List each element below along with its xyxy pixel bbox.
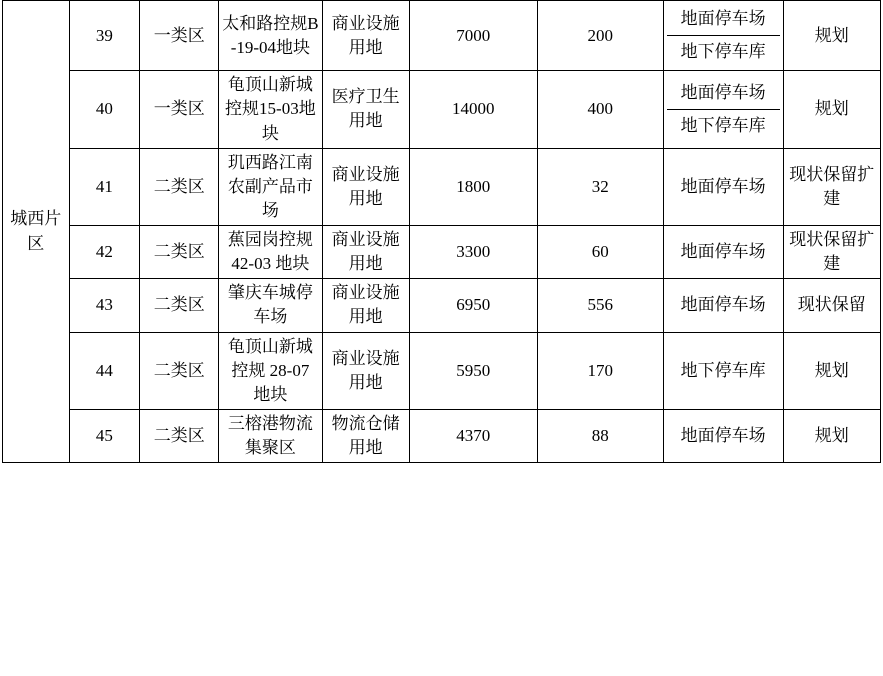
land-area: 6950 bbox=[409, 279, 537, 332]
place-name: 龟顶山新城控规 28-07 地块 bbox=[219, 332, 322, 409]
build-status: 现状保留扩建 bbox=[783, 226, 880, 279]
table-row bbox=[3, 148, 881, 225]
land-use: 商业设施用地 bbox=[322, 1, 409, 71]
zone-class: 一类区 bbox=[140, 1, 219, 71]
parking-type-line: 地下停车库 bbox=[680, 115, 766, 135]
table-row bbox=[3, 279, 881, 332]
parking-spaces: 170 bbox=[537, 332, 663, 409]
build-status: 规划 bbox=[783, 332, 880, 409]
table-row bbox=[3, 332, 881, 409]
land-area: 5950 bbox=[409, 332, 537, 409]
land-area: 4370 bbox=[409, 409, 537, 462]
parking-spaces: 88 bbox=[537, 409, 663, 462]
parking-type: 地面停车场 bbox=[663, 226, 783, 279]
build-status: 现状保留扩建 bbox=[783, 148, 880, 225]
land-area: 1800 bbox=[409, 148, 537, 225]
parking-type: 地下停车库 bbox=[663, 332, 783, 409]
land-area: 3300 bbox=[409, 226, 537, 279]
parking-type-line: 地面停车场 bbox=[667, 3, 780, 36]
build-status: 现状保留 bbox=[783, 279, 880, 332]
build-status: 规划 bbox=[783, 71, 880, 148]
zone-class: 二类区 bbox=[140, 148, 219, 225]
table-row bbox=[3, 1, 881, 71]
parking-type: 地面停车场 bbox=[663, 409, 783, 462]
parking-spaces: 32 bbox=[537, 148, 663, 225]
land-use: 商业设施用地 bbox=[322, 148, 409, 225]
place-name: 三榕港物流集聚区 bbox=[219, 409, 322, 462]
parking-spaces: 556 bbox=[537, 279, 663, 332]
parking-type: 地面停车场 bbox=[663, 279, 783, 332]
parking-spaces: 60 bbox=[537, 226, 663, 279]
parking-spaces: 400 bbox=[537, 71, 663, 148]
land-area: 14000 bbox=[409, 71, 537, 148]
place-name: 肇庆车城停车场 bbox=[219, 279, 322, 332]
place-name: 蕉园岗控规 42-03 地块 bbox=[219, 226, 322, 279]
parking-type-line: 地面停车场 bbox=[667, 77, 780, 110]
build-status: 规划 bbox=[783, 409, 880, 462]
land-use: 医疗卫生用地 bbox=[322, 71, 409, 148]
row-number: 42 bbox=[69, 226, 140, 279]
parking-type: 地面停车场 bbox=[663, 148, 783, 225]
parking-type bbox=[663, 71, 783, 148]
zone-class: 二类区 bbox=[140, 279, 219, 332]
row-number: 43 bbox=[69, 279, 140, 332]
parking-spaces: 200 bbox=[537, 1, 663, 71]
row-number: 39 bbox=[69, 1, 140, 71]
land-use: 物流仓储用地 bbox=[322, 409, 409, 462]
row-number: 41 bbox=[69, 148, 140, 225]
zone-class: 二类区 bbox=[140, 409, 219, 462]
place-name: 太和路控规B-19-04地块 bbox=[219, 1, 322, 71]
row-number: 44 bbox=[69, 332, 140, 409]
table-row bbox=[3, 226, 881, 279]
parking-facility-table bbox=[2, 0, 881, 463]
parking-type-line: 地下停车库 bbox=[680, 42, 766, 62]
zone-class: 一类区 bbox=[140, 71, 219, 148]
row-number: 40 bbox=[69, 71, 140, 148]
build-status: 规划 bbox=[783, 1, 880, 71]
land-use: 商业设施用地 bbox=[322, 332, 409, 409]
place-name: 玑西路江南农副产品市场 bbox=[219, 148, 322, 225]
table-row bbox=[3, 409, 881, 462]
land-area: 7000 bbox=[409, 1, 537, 71]
row-number: 45 bbox=[69, 409, 140, 462]
place-name: 龟顶山新城控规15-03地块 bbox=[219, 71, 322, 148]
zone-class: 二类区 bbox=[140, 332, 219, 409]
land-use: 商业设施用地 bbox=[322, 279, 409, 332]
parking-type bbox=[663, 1, 783, 71]
land-use: 商业设施用地 bbox=[322, 226, 409, 279]
zone-class: 二类区 bbox=[140, 226, 219, 279]
region-cell bbox=[3, 1, 70, 463]
table-row bbox=[3, 71, 881, 148]
region-label: 城西片区 bbox=[10, 208, 62, 253]
